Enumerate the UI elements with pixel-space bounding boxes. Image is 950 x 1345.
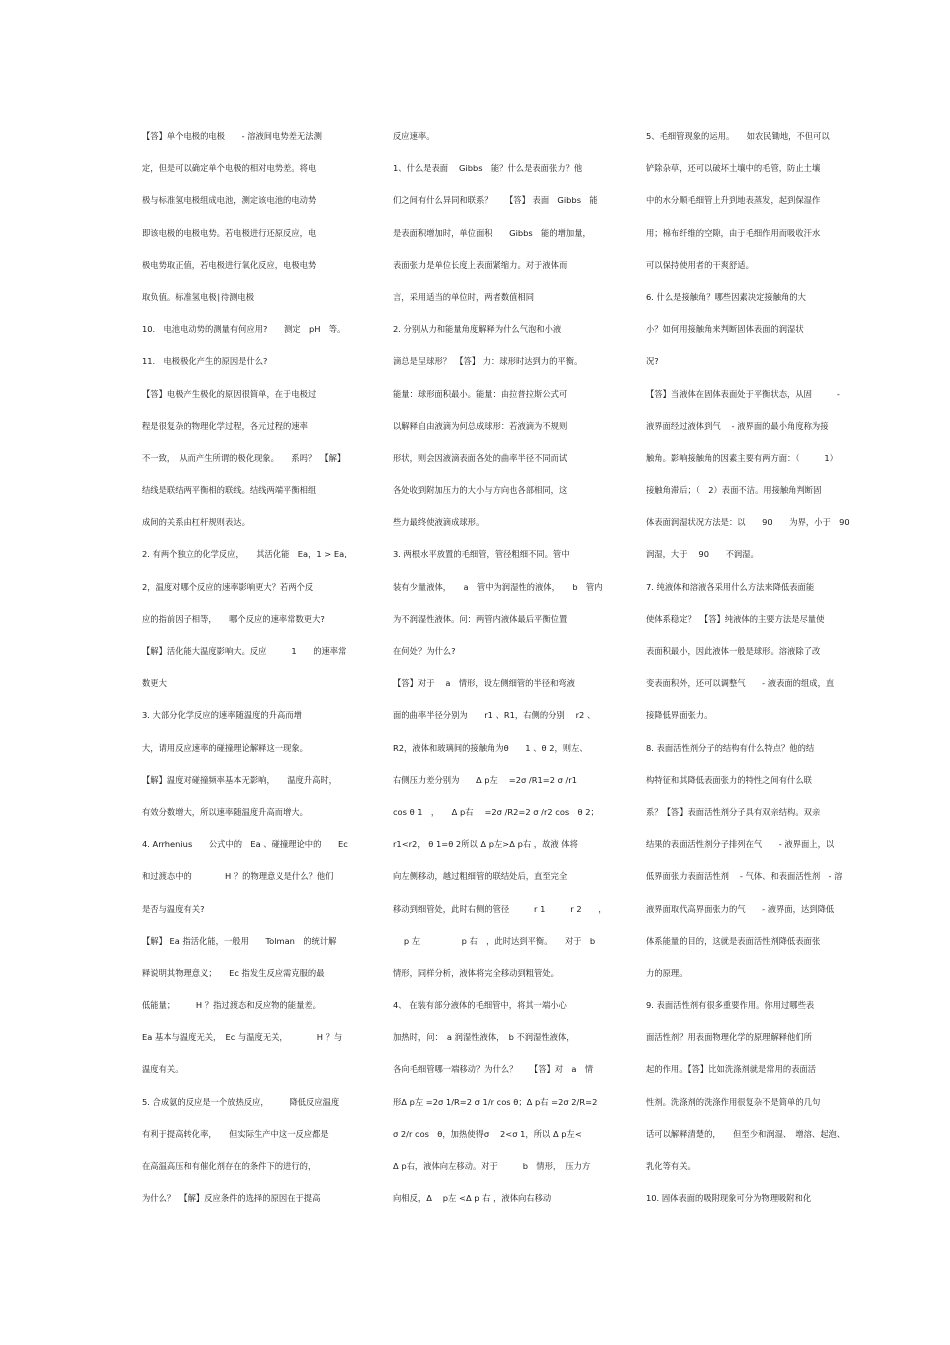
text-line: 液界面取代高界面张力的气 - 液界面，达到降低 xyxy=(646,903,835,914)
text-line: 反应速率。 xyxy=(393,131,435,141)
text-line: 4. Arrhenius 公式中的 Ea 、碰撞理论中的 Ec xyxy=(142,839,348,850)
text-line: 10. 电池电动势的测量有何应用? 测定 pH 等。 xyxy=(142,324,346,335)
text-line: 2，温度对哪个反应的速率影响更大？若两个反 xyxy=(142,581,314,592)
text-line: 6. 什么是接触角？哪些因素决定接触角的大 xyxy=(646,291,806,302)
text-line: 用；棉布纤维的空隙，由于毛细作用而吸收汗水 xyxy=(646,227,821,238)
text-line: 们之间有什么异同和联系？ 【答】 表面 Gibbs 能 xyxy=(393,195,598,206)
text-line: 面活性剂？用表面物理化学的原理解释他们所 xyxy=(646,1032,812,1043)
text-line: 表面张力是单位长度上表面紧缩力。对于液体而 xyxy=(393,259,568,270)
text-line: 极与标准氢电极组成电池，测定该电池的电动势 xyxy=(142,195,317,206)
text-line: 加热时，问： a 润湿性液体， b 不润湿性液体， xyxy=(393,1032,575,1043)
text-line: 结果的表面活性剂分子排列在气 - 液界面上，以 xyxy=(646,839,835,850)
text-line: 各向毛细管哪一端移动？为什么？ 【答】对 a 情 xyxy=(393,1064,594,1075)
text-line: 应的指前因子相等， 哪个反应的速率常数更大? xyxy=(142,613,325,624)
text-line: 言，采用适当的单位时，两者数值相同 xyxy=(393,291,535,302)
text-line: 向相反，Δ p左 <Δ p 右 ，液体向右移动 xyxy=(393,1193,552,1204)
text-line: 接降低界面张力。 xyxy=(646,710,713,721)
text-line: 【答】电极产生极化的原因很简单，在于电极过 xyxy=(142,388,317,399)
text-line: 小？如何用接触角来判断固体表面的润湿状 xyxy=(646,324,804,335)
text-line: 向左侧移动，越过粗细管的联结处后，直至完全 xyxy=(393,871,568,882)
text-line: Δ p右，液体向左移动。对于 b 情形， 压力方 xyxy=(393,1161,591,1171)
text-line: 1、什么是表面 Gibbs 能？什么是表面张力？他 xyxy=(393,163,583,174)
text-line: 2. 分别从力和能量角度解释为什么气泡和小液 xyxy=(393,324,562,335)
text-line: 面的曲率半径分别为 r1 、R1，右侧的分别 r2 、 xyxy=(393,710,596,721)
text-line: 性剂。洗涤剂的洗涤作用很复杂不是简单的几句 xyxy=(646,1096,821,1107)
text-column-left xyxy=(142,126,372,1220)
text-line: 为什么？ 【解】反应条件的选择的原因在于提高 xyxy=(142,1193,321,1204)
text-line: 在何处？为什么? xyxy=(393,646,456,656)
text-line: 情形，同样分析，液体将完全移动到粗管处。 xyxy=(393,967,559,978)
text-line: 力的原理。 xyxy=(646,967,688,978)
text-line: 润湿，大于 90 不润湿。 xyxy=(646,549,759,560)
text-line: 在高温高压和有催化剂存在的条件下的进行的， xyxy=(142,1161,317,1171)
text-line: 11. 电极极化产生的原因是什么? xyxy=(142,356,268,367)
text-line: 5. 合成氨的反应是一个放热反应， 降低反应温度 xyxy=(142,1096,340,1107)
text-line: 中的水分顺毛细管上升到地表蒸发，起到保湿作 xyxy=(646,195,821,206)
text-line: 和过渡态中的 H ？的物理意义是什么？他们 xyxy=(142,871,334,882)
text-line: 9. 表面活性剂有很多重要作用。你用过哪些表 xyxy=(646,1000,815,1011)
text-line: 低能量； H ？指过渡态和反应物的能量差。 xyxy=(142,1000,321,1011)
text-line: 使体系稳定？ 【答】纯液体的主要方法是尽量使 xyxy=(646,613,825,624)
text-line: 铲除杂草，还可以破坏土壤中的毛管，防止土壤 xyxy=(646,163,821,174)
text-line: 触角。影响接触角的因素主要有两方面：（ 1） xyxy=(646,452,838,463)
text-line: 是否与温度有关? xyxy=(142,903,205,914)
text-line: 装有少量液体， a 管中为润湿性的液体， b 管内 xyxy=(393,581,603,592)
text-line: 是表面积增加时，单位面积 Gibbs 能的增加量， xyxy=(393,227,591,238)
text-line: 表面积最小，因此液体一般是球形。溶液除了改 xyxy=(646,646,821,656)
text-line: 为不润湿性液体。问：两管内液体最后平衡位置 xyxy=(393,613,568,624)
text-line: 移动到细管处，此时右侧的管径 r 1 r 2 ， xyxy=(393,903,607,914)
text-line: 起的作用。【答】比如洗涤剂就是常用的表面活 xyxy=(646,1064,817,1075)
text-line: 体系能量的目的，这就是表面活性剂降低表面张 xyxy=(646,935,821,946)
text-line: 10. 固体表面的吸附现象可分为物理吸附和化 xyxy=(646,1193,812,1204)
text-line: 大，请用反应速率的碰撞理论解释这一现象。 xyxy=(142,742,308,753)
text-line: 成间的关系由杠杆规则表达。 xyxy=(142,517,250,528)
text-line: 低界面张力表面活性剂 - 气体、和表面活性剂 - 溶 xyxy=(646,871,843,882)
text-column-middle xyxy=(393,126,619,1220)
text-line: 7. 纯液体和溶液各采用什么方法来降低表面能 xyxy=(646,581,815,592)
text-line: 3. 两根水平放置的毛细管，管径粗细不同。管中 xyxy=(393,549,570,560)
text-line: 右侧压力差分别为 Δ p左 =2σ /R1=2 σ /r1 xyxy=(393,774,577,785)
text-line: 以解释自由液滴为何总成球形：若液滴为不规则 xyxy=(393,420,568,431)
text-line: 极电势取正值，若电极进行氧化反应，电极电势 xyxy=(142,259,317,270)
text-line: p 左 p 右 ，此时达到平衡。 对于 b xyxy=(393,935,596,946)
text-line: 取负值。标准氢电极∣待测电极 xyxy=(142,291,255,302)
text-line: 形Δ p左 =2σ 1/R=2 σ 1/r cos θ；Δ p右 =2σ 2/R=2 xyxy=(393,1096,598,1107)
text-line: cos θ 1 ， Δ p右 =2σ /R2=2 σ /r2 cos θ 2； xyxy=(393,806,599,817)
text-line: 滴总是呈球形？ 【答】 力：球形时达到力的平衡。 xyxy=(393,356,583,367)
text-line: 5、毛细管现象的运用。 如农民锄地，不但可以 xyxy=(646,131,830,141)
text-line: 不一致， 从而产生所谓的极化现象。 系吗？ 【解】 xyxy=(142,452,346,463)
text-line: 【答】对于 a 情形，设左侧细管的半径和弯液 xyxy=(393,678,575,689)
text-line: 【解】活化能大温度影响大。反应 1 的速率常 xyxy=(142,646,347,656)
text-line: 接触角滞后；（ 2）表面不洁。用接触角判断固 xyxy=(646,485,822,496)
text-line: 能量：球形面积最小。能量：由拉普拉斯公式可 xyxy=(393,388,568,399)
text-line: σ 2/r cos θ，加热使得σ 2<σ 1，所以 Δ p左< xyxy=(393,1128,582,1139)
text-line: 即该电极的电极电势。若电极进行还原反应，电 xyxy=(142,227,317,238)
text-line: 体表面润湿状况方法是：以 90 为界，小于 90 xyxy=(646,517,850,528)
text-line: 8. 表面活性剂分子的结构有什么特点？他的结 xyxy=(646,742,815,753)
text-line: 话可以解释清楚的， 但至少和润湿、 增溶、起泡、 xyxy=(646,1128,846,1139)
text-line: 些力最终使液滴成球形。 xyxy=(393,517,485,528)
text-line: 定，但是可以确定单个电极的相对电势差。将电 xyxy=(142,163,317,174)
text-line: 乳化等有关。 xyxy=(646,1161,696,1171)
text-line: 释说明其物理意义； Ec 指发生反应需克服的最 xyxy=(142,967,325,978)
text-line: 有利于提高转化率， 但实际生产中这一反应都是 xyxy=(142,1128,329,1139)
text-line: 形状，则会因液滴表面各处的曲率半径不同而试 xyxy=(393,452,568,463)
text-line: 【答】单个电极的电极 - 溶液间电势差无法测 xyxy=(142,131,322,141)
text-line: R2，液体和玻璃间的接触角为θ 1 、θ 2，则左、 xyxy=(393,742,588,753)
text-line: 【答】当液体在固体表面处于平衡状态，从固 - xyxy=(646,388,840,399)
text-line: 有效分数增大，所以速率随温度升高而增大。 xyxy=(142,806,308,817)
text-line: r1<r2， θ 1=θ 2所以 Δ p左>Δ p右 ，故液 体将 xyxy=(393,839,578,850)
text-line: 结线是联结两平衡相的联线。结线两端平衡相组 xyxy=(142,485,317,496)
text-line: 液界面经过液体到气 - 液界面的最小角度称为接 xyxy=(646,420,829,431)
text-column-right xyxy=(646,126,872,1220)
text-line: 可以保持使用者的干爽舒适。 xyxy=(646,259,754,270)
text-line: Ea 基本与温度无关， Ec 与温度无关， H ？与 xyxy=(142,1032,343,1043)
text-line: 3. 大部分化学反应的速率随温度的升高而增 xyxy=(142,710,302,721)
text-line: 各处收到附加压力的大小与方向也各部相同，这 xyxy=(393,485,568,496)
text-line: 4、 在装有部分液体的毛细管中，将其一端小心 xyxy=(393,1000,567,1011)
text-line: 数更大 xyxy=(142,678,167,689)
text-line: 温度有关。 xyxy=(142,1064,184,1075)
text-line: 况? xyxy=(646,356,659,367)
text-line: 系？【答】表面活性剂分子具有双亲结构。双亲 xyxy=(646,806,821,817)
text-line: 2. 有两个独立的化学反应， 其活化能 Ea，1 > Ea, xyxy=(142,549,347,560)
text-line: 构特征和其降低表面张力的特性之间有什么联 xyxy=(646,774,812,785)
text-line: 【解】温度对碰撞频率基本无影响， 温度升高时， xyxy=(142,774,337,785)
text-line: 变表面积外，还可以调整气 - 液表面的组成，直 xyxy=(646,678,835,689)
text-line: 程是很复杂的物理化学过程，各元过程的速率 xyxy=(142,420,308,431)
text-line: 【解】 Ea 指活化能，一般用 Tolman 的统计解 xyxy=(142,935,337,946)
